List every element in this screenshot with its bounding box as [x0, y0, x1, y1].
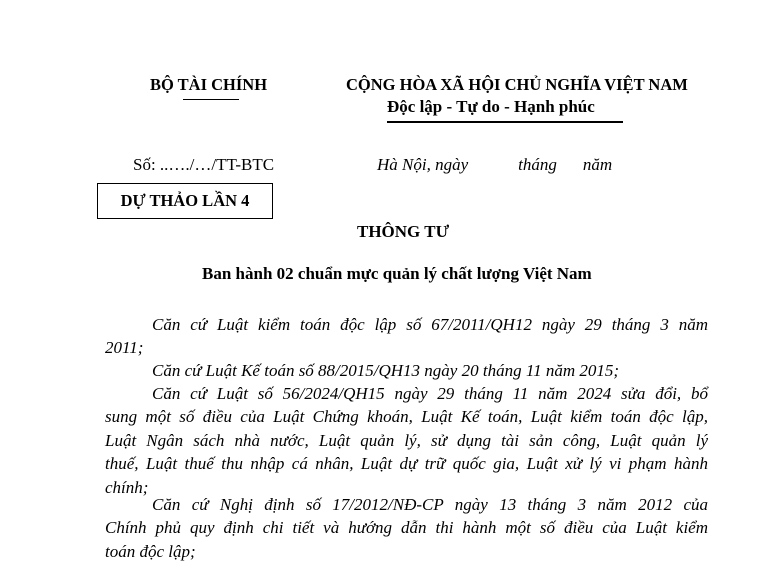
- month-label: tháng: [518, 155, 557, 174]
- paragraph-line: sung một số điều của Luật Chứng khoán, Luật Kế toán, Luật kiểm toán độc lập,: [105, 407, 708, 427]
- republic-name: CỘNG HÒA XÃ HỘI CHỦ NGHĨA VIỆT NAM: [346, 75, 688, 94]
- place-date-label: Hà Nội, ngày: [377, 155, 469, 174]
- national-motto: Độc lập - Tự do - Hạnh phúc: [387, 97, 595, 116]
- ministry-underline: [183, 99, 239, 100]
- draft-label: DỰ THẢO LẦN 4: [120, 191, 250, 210]
- paragraph-line: 2011;: [105, 338, 144, 358]
- ministry-name: BỘ TÀI CHÍNH: [150, 75, 268, 94]
- paragraph-line: Căn cứ Luật số 56/2024/QH15 ngày 29 tháng 11 năm 2024 sửa đổi, bổ: [152, 384, 708, 403]
- legal-basis-paragraph-2: [105, 359, 708, 382]
- document-type: THÔNG TƯ: [357, 222, 450, 241]
- year-label: năm: [582, 155, 613, 174]
- paragraph-line: Căn cứ Nghị định số 17/2012/NĐ-CP ngày 13 tháng 3 năm 2012 của: [152, 495, 708, 514]
- place-and-date: [377, 155, 612, 175]
- paragraph-line: Luật Ngân sách nhà nước, Luật quản lý, sử dụng tài sản công, Luật quản lý: [105, 430, 708, 450]
- paragraph-line: Chính phủ quy định chi tiết và hướng dẫn thi hành một số điều của Luật kiểm: [105, 518, 708, 538]
- paragraph-line: chính;: [105, 477, 149, 497]
- paragraph-line: thuế, Luật thuế thu nhập cá nhân, Luật dự trữ quốc gia, Luật xử lý vi phạm hành: [105, 454, 708, 474]
- draft-stamp: [97, 183, 273, 219]
- legal-basis-paragraph-4: [105, 493, 708, 563]
- legal-basis-paragraph-3: [105, 382, 708, 499]
- paragraph-line: Căn cứ Luật Kế toán số 88/2015/QH13 ngày 20 tháng 11 năm 2015;: [152, 361, 620, 380]
- paragraph-line: toán độc lập;: [105, 541, 196, 561]
- paragraph-line: Căn cứ Luật kiểm toán độc lập số 67/2011/QH12 ngày 29 tháng 3 năm: [152, 315, 708, 334]
- motto-underline: [387, 121, 623, 123]
- document-number: Số: ..…./…/TT-BTC: [133, 155, 275, 174]
- legal-basis-paragraph-1: [105, 313, 708, 360]
- document-subject: Ban hành 02 chuẩn mực quản lý chất lượng Việt Nam: [202, 264, 592, 283]
